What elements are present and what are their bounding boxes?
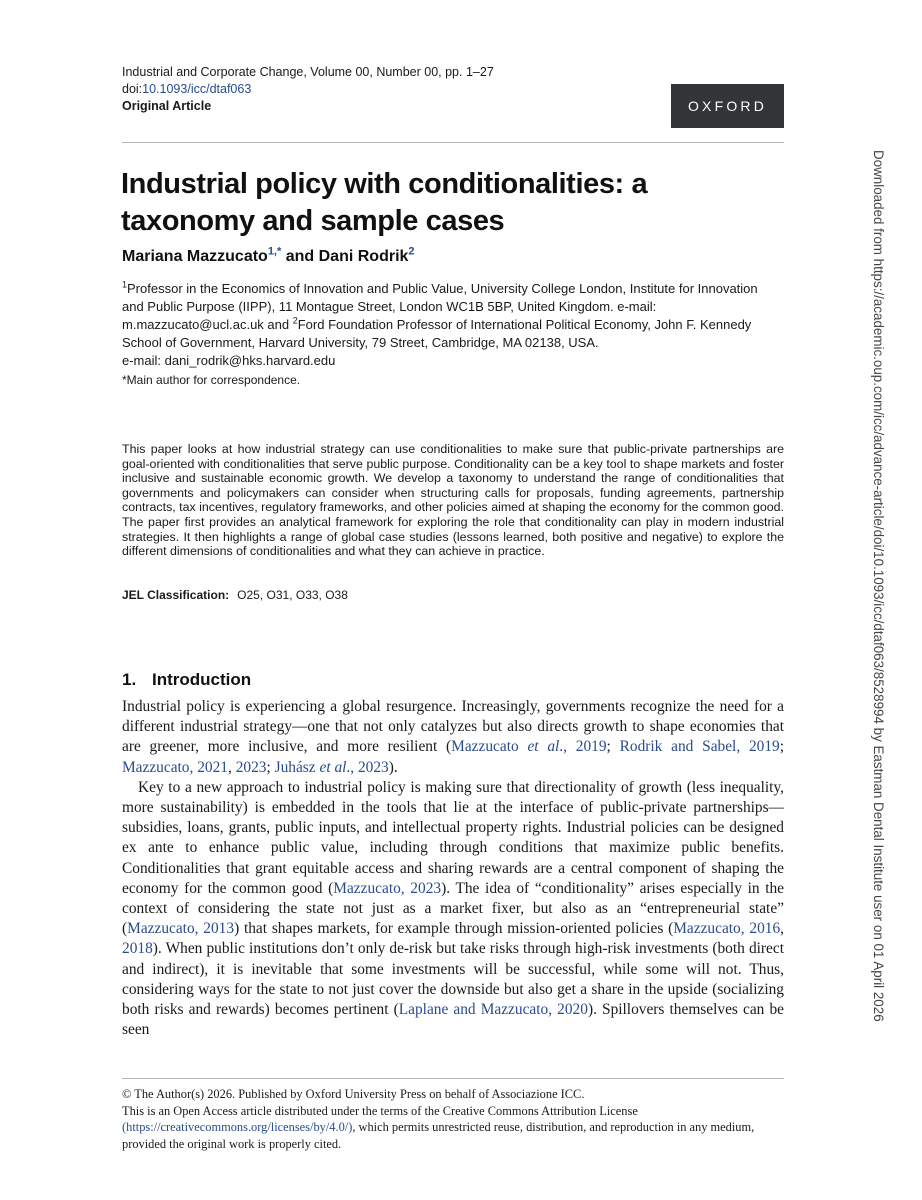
- citation-etal: et al: [319, 758, 347, 776]
- affiliation-2-email: e-mail: dani_rodrik@hks.harvard.edu: [122, 353, 336, 368]
- citation-text: Mazzucato: [451, 738, 528, 756]
- copyright-line: © The Author(s) 2026. Published by Oxford University Press on behalf of Associazione ICC.: [122, 1087, 585, 1101]
- section-number: 1.: [122, 670, 137, 689]
- journal-header: [122, 64, 682, 115]
- affiliation-mark-2: 2: [292, 315, 298, 326]
- jel-label: JEL Classification:: [122, 588, 230, 602]
- body-text: [122, 697, 784, 1040]
- separator: ;: [606, 738, 620, 756]
- affiliation-2-text: Ford Foundation Professor of International Political Economy, John F. Kennedy School of Government, Harvard University, 79 Street, Cambridge, MA 02138, USA.: [122, 317, 752, 350]
- jel-classification: [122, 588, 348, 602]
- article-title: Industrial policy with conditionalities: a taxonomy and sample cases: [121, 168, 648, 237]
- author-conjunction: and: [281, 248, 319, 265]
- citation-link[interactable]: Laplane and Mazzucato, 2020: [398, 1001, 588, 1019]
- author-mazzucato: Mariana Mazzucato: [122, 248, 268, 265]
- affiliation-1-text: Professor in the Economics of Innovation and Public Value, University College London, Institute for Innovation and Public Purpose (IIPP), 11 Montague Street, London WC1B 5BP, United Kingdom. e-mail: m.mazzucato@ucl.ac.uk and: [122, 281, 758, 332]
- license-text: [122, 1103, 784, 1153]
- paragraph-text: Key to a new approach to industrial policy is making sure that directionality of growth (less inequality, more sustainability) is embedded in the tools that lie at the interface of public-private partnerships—subsidies, loans, grants, public inputs, and intellectual property rights. Industrial policies can be designed ex ante to enhance public value, including through conditions that maximize public benefits. Conditionalities that grant equitable access and sharing rewards are a central component of shaping the economy for the common good (: [122, 778, 784, 897]
- citation-link[interactable]: Mazzucato, 2013: [127, 920, 235, 938]
- author-rodrik-affiliation-mark[interactable]: 2: [408, 245, 415, 258]
- jel-codes: O25, O31, O33, O38: [237, 588, 348, 602]
- citation-year: ., 2019: [559, 738, 607, 756]
- author-list: [122, 245, 415, 266]
- separator: ,: [227, 758, 236, 776]
- citation-link[interactable]: [275, 759, 389, 776]
- citation-link[interactable]: 2023: [235, 758, 267, 776]
- citation-link[interactable]: 2018: [122, 940, 153, 958]
- article-type: Original Article: [122, 99, 212, 113]
- citation-etal: et al: [527, 738, 560, 756]
- affiliations: [122, 280, 762, 370]
- doi-link[interactable]: 10.1093/icc/dtaf063: [142, 82, 252, 96]
- separator: ;: [266, 758, 275, 776]
- section-title: Introduction: [152, 670, 252, 689]
- citation-link[interactable]: Mazzucato, 2021: [122, 758, 228, 776]
- paragraph-text: ). When public institutions don’t only de-risk but take risks through high-risk investments (both direct and indirect), it is inevitable that some investments will be successful, while some will not. Thus, considering ways for the state to not just cover the downside but also get a share in the upside (socializing both risks and rewards) becomes pertinent (: [122, 940, 784, 1019]
- license-footer: [122, 1086, 784, 1152]
- section-heading-introduction: [122, 670, 251, 690]
- affiliation-mark-1: 1: [122, 279, 128, 290]
- separator: ,: [780, 920, 785, 938]
- journal-citation: Industrial and Corporate Change, Volume 00, Number 00, pp. 1–27: [122, 65, 494, 79]
- citation-link[interactable]: [451, 738, 606, 755]
- citation-year: ., 2023: [346, 758, 389, 776]
- citation-link[interactable]: Mazzucato, 2016: [673, 920, 781, 938]
- download-watermark: [871, 150, 916, 1150]
- license-url-link[interactable]: (https://creativecommons.org/licenses/by/4.0/): [122, 1120, 353, 1135]
- paragraph-1: [122, 697, 784, 778]
- header-divider: [122, 142, 784, 143]
- citation-text: Juhász: [274, 758, 320, 776]
- paragraph-2: [122, 778, 784, 1041]
- paragraph-text: ). Spillovers themselves can be seen: [122, 1001, 784, 1039]
- footer-divider: [122, 1078, 784, 1079]
- oxford-logo: OXFORD: [671, 84, 784, 128]
- abstract: This paper looks at how industrial strategy can use conditionalities to make sure that public-private partnerships are goal-oriented with conditionalities that serve public purpose. Conditionality can be a key tool to shape markets and foster inclusive and sustainable economic growth. We develop a taxonomy to understand the range of conditionalities that governments and policymakers can consider when structuring calls for proposals, funding agreements, partnership contracts, tax incentives, regulatory frameworks, and other policies aimed at shaping the economy for the common good. The paper first provides an analytical framework for exploring the role that conditionality can play in modern industrial strategies. It then highlights a range of global case studies (lessons learned, both positive and negative) to explore the different dimensions of conditionalities and what they can achieve in practice.: [122, 442, 784, 559]
- citation-link[interactable]: Rodrik and Sabel, 2019: [619, 738, 780, 756]
- license-line: , which permits unrestricted reuse, distribution, and reproduction in any medium, provided the original work is properly cited.: [122, 1120, 755, 1151]
- paragraph-text: Industrial policy is experiencing a global resurgence. Increasingly, governments recognize the need for a different industrial strategy—one that not only catalyzes but also directs growth to shape economies that are greener, more inclusive, and more resilient (: [122, 698, 784, 756]
- doi-prefix: doi:: [122, 82, 143, 96]
- paragraph-text: ). The idea of “conditionality” arises especially in the context of considering the state not just as a market fixer, but also as an “entrepreneurial state” (: [122, 879, 785, 938]
- license-line: This is an Open Access article distributed under the terms of the Creative Commons Attribution License: [122, 1103, 638, 1118]
- separator: ;: [779, 738, 785, 756]
- correspondence-note: *Main author for correspondence.: [122, 373, 301, 387]
- paragraph-text: ) that shapes markets, for example through mission-oriented policies (: [234, 920, 674, 938]
- paragraph-text: ).: [388, 758, 398, 776]
- author-mazzucato-affiliation-mark[interactable]: 1,*: [267, 245, 282, 258]
- download-note: Downloaded from https://academic.oup.com/icc/advance-article/doi/10.1093/icc/dtaf063/8528994 by Eastman Dental Institute user on 01 April 2026: [871, 150, 886, 1022]
- citation-link[interactable]: Mazzucato, 2023: [333, 879, 442, 897]
- author-rodrik: Dani Rodrik: [318, 248, 409, 265]
- doi-line: [122, 81, 682, 98]
